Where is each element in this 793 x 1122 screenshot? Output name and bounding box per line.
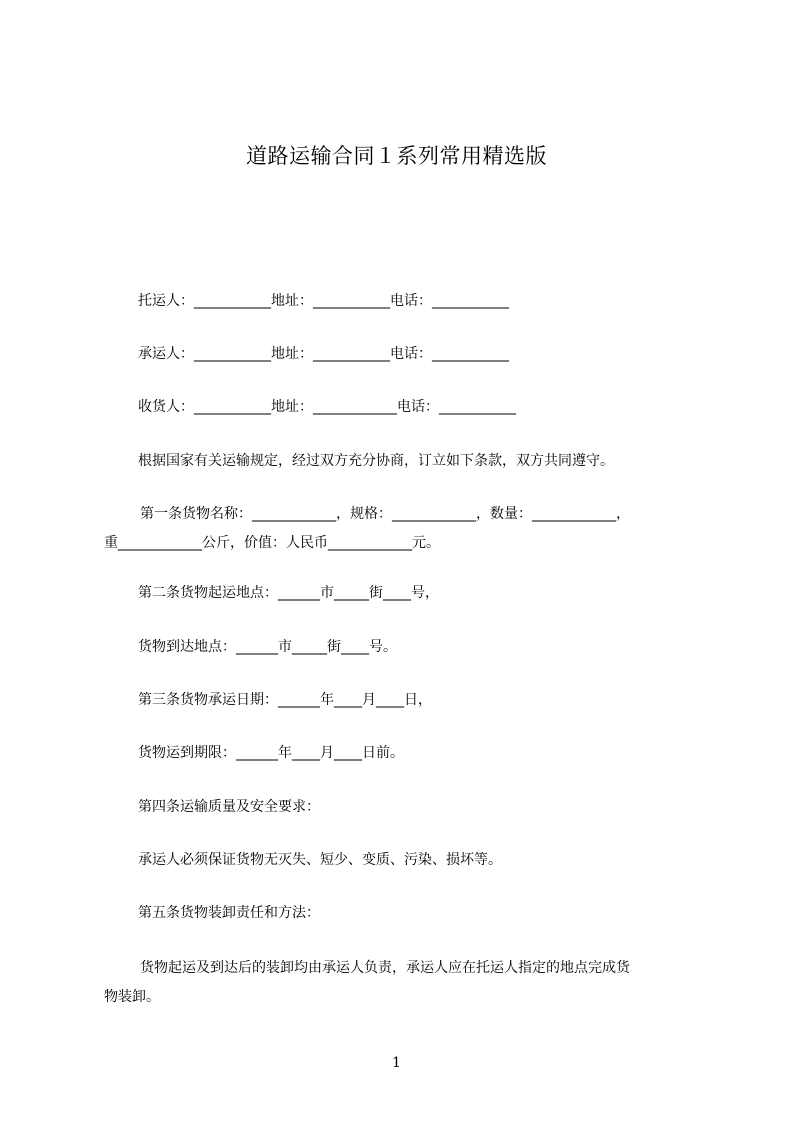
preamble-paragraph: 根据国家有关运输规定，经过双方充分协商，订立如下条款，双方共同遵守。 <box>138 453 614 469</box>
article-2-line-2: 货物到达地点：______市_____街____号。 <box>138 639 397 655</box>
page-number: 1 <box>392 1055 401 1071</box>
article-5-heading: 第五条货物装卸责任和方法： <box>138 905 320 921</box>
article-2-line-1: 第二条货物起运地点：______市_____街____号， <box>138 585 439 601</box>
article-4-heading: 第四条运输质量及安全要求： <box>138 799 320 815</box>
article-1-line-1: 第一条货物名称：____________，规格：____________，数量：____________， <box>140 506 630 522</box>
article-3-line-2: 货物运到期限：______年____月____日前。 <box>138 745 404 761</box>
carrier-line: 承运人：___________地址：___________电话：___________ <box>138 346 509 362</box>
page-title: 道路运输合同１系列常用精选版 <box>246 144 547 168</box>
article-4-body: 承运人必须保证货物无灭失、短少、变质、污染、损坏等。 <box>138 852 502 868</box>
shipper-line: 托运人：___________地址：___________电话：___________ <box>138 293 509 309</box>
article-5-body-line-2: 物装卸。 <box>104 989 160 1005</box>
article-3-line-1: 第三条货物承运日期：______年____月____日， <box>138 692 432 708</box>
article-5-body-line-1: 货物起运及到达后的装卸均由承运人负责，承运人应在托运人指定的地点完成货 <box>140 960 630 976</box>
article-1-line-2: 重____________公斤，价值：人民币____________元。 <box>104 535 440 551</box>
consignee-line: 收货人：___________地址：____________电话：___________ <box>138 399 516 415</box>
